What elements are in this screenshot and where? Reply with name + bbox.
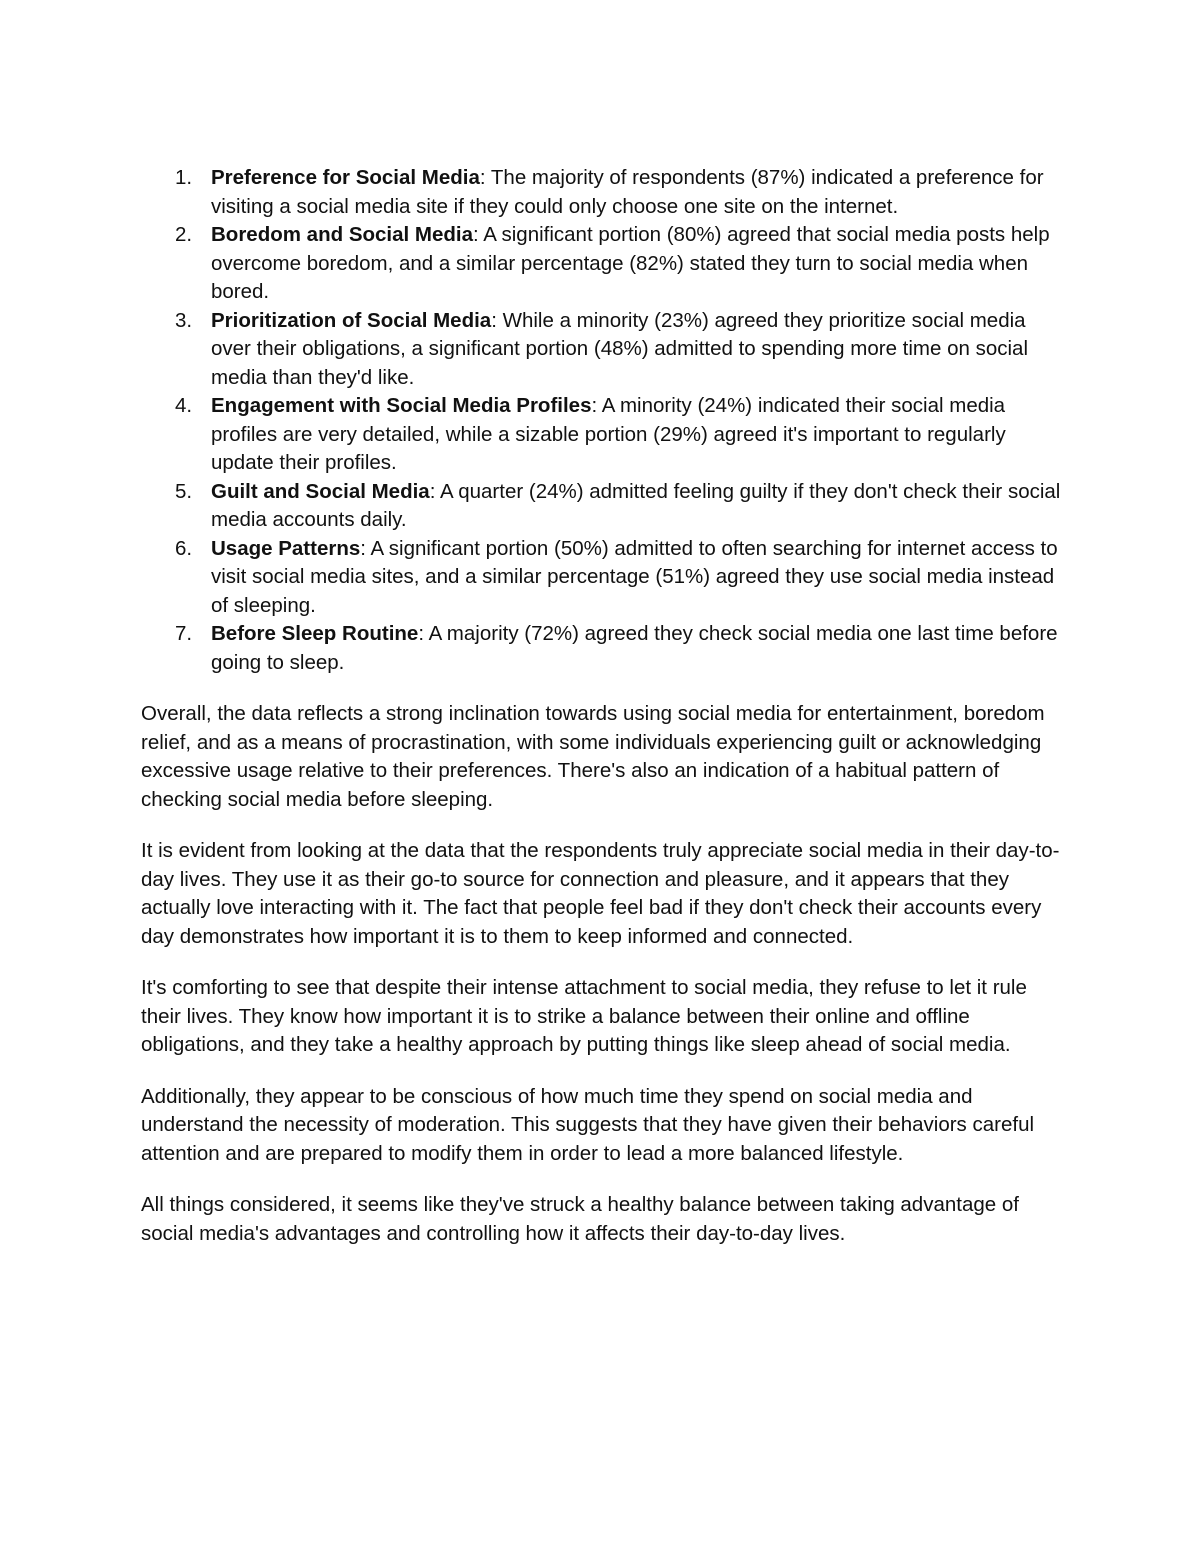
list-number: 3. [175, 308, 193, 332]
list-item-text: : A majority (72%) agreed they check social media one last time before going to sleep. [211, 622, 1058, 674]
findings-list [141, 164, 1071, 677]
list-number: 4. [175, 394, 193, 417]
list-number: 5. [175, 479, 193, 503]
list-item [141, 535, 1071, 621]
document-body [141, 164, 1071, 1248]
list-item-term: Preference for Social Media [211, 166, 480, 189]
list-item-text: : The majority of respondents (87%) indicated a preference for visiting a social media site if they could only choose one site on the internet. [211, 166, 1044, 218]
list-item-term: Engagement with Social Media Profiles [211, 394, 592, 417]
list-item-text: : A quarter (24%) admitted feeling guilty if they don't check their social media accounts daily. [211, 479, 1061, 531]
list-item-term: Boredom and Social Media [211, 223, 473, 246]
list-item [141, 478, 1071, 535]
list-item [141, 307, 1071, 393]
list-item-term: Prioritization of Social Media [211, 308, 492, 332]
list-item-term: Before Sleep Routine [211, 622, 419, 645]
list-number: 7. [175, 622, 193, 645]
list-item-text: : While a minority (23%) agreed they prioritize social media over their obligations, a significant portion (48%) admitted to spending more time on social media than they'd like. [211, 308, 1029, 389]
list-number: 1. [175, 166, 193, 189]
list-item-term: Guilt and Social Media [211, 479, 430, 503]
paragraph-conclusion: All things considered, it seems like they've struck a healthy balance between taking advantage of social media's advantages and controlling how it affects their day-to-day lives. [141, 1193, 1019, 1245]
paragraph-balance: It's comforting to see that despite their intense attachment to social media, they refuse to let it rule their lives. They know how important it is to strike a balance between their online and offline obligations, and they take a healthy approach by putting things like sleep ahead of social media. [141, 976, 1027, 1056]
paragraph-moderation: Additionally, they appear to be conscious of how much time they spend on social media and understand the necessity of moderation. This suggests that they have given their behaviors careful attention and are prepared to modify them in order to lead a more balanced lifestyle. [141, 1084, 1035, 1165]
list-item [141, 221, 1071, 307]
list-item-text: : A significant portion (50%) admitted to often searching for internet access to visit social media sites, and a similar percentage (51%) agreed they use social media instead of sleeping. [211, 536, 1058, 617]
list-item [141, 620, 1071, 677]
paragraph-overall: Overall, the data reflects a strong inclination towards using social media for entertainment, boredom relief, and as a means of procrastination, with some individuals experiencing guilt or acknowledging excessive usage relative to their preferences. There's also an indication of a habitual pattern of checking social media before sleeping. [141, 702, 1045, 811]
list-number: 2. [175, 223, 193, 246]
paragraph-appreciation: It is evident from looking at the data that the respondents truly appreciate social media in their day-to-day lives. They use it as their go-to source for connection and pleasure, and it appears that they actually love interacting with it. The fact that people feel bad if they don't check their accounts every day demonstrates how important it is to them to keep informed and connected. [141, 839, 1060, 948]
list-item [141, 392, 1071, 478]
list-item-term: Usage Patterns [211, 536, 361, 560]
list-item-text: : A significant portion (80%) agreed that social media posts help overcome boredom, and a similar percentage (82%) stated they turn to social media when bored. [211, 223, 1050, 303]
list-item [141, 164, 1071, 221]
list-number: 6. [175, 536, 193, 560]
list-item-text: : A minority (24%) indicated their social media profiles are very detailed, while a sizable portion (29%) agreed it's important to regularly update their profiles. [211, 394, 1006, 474]
